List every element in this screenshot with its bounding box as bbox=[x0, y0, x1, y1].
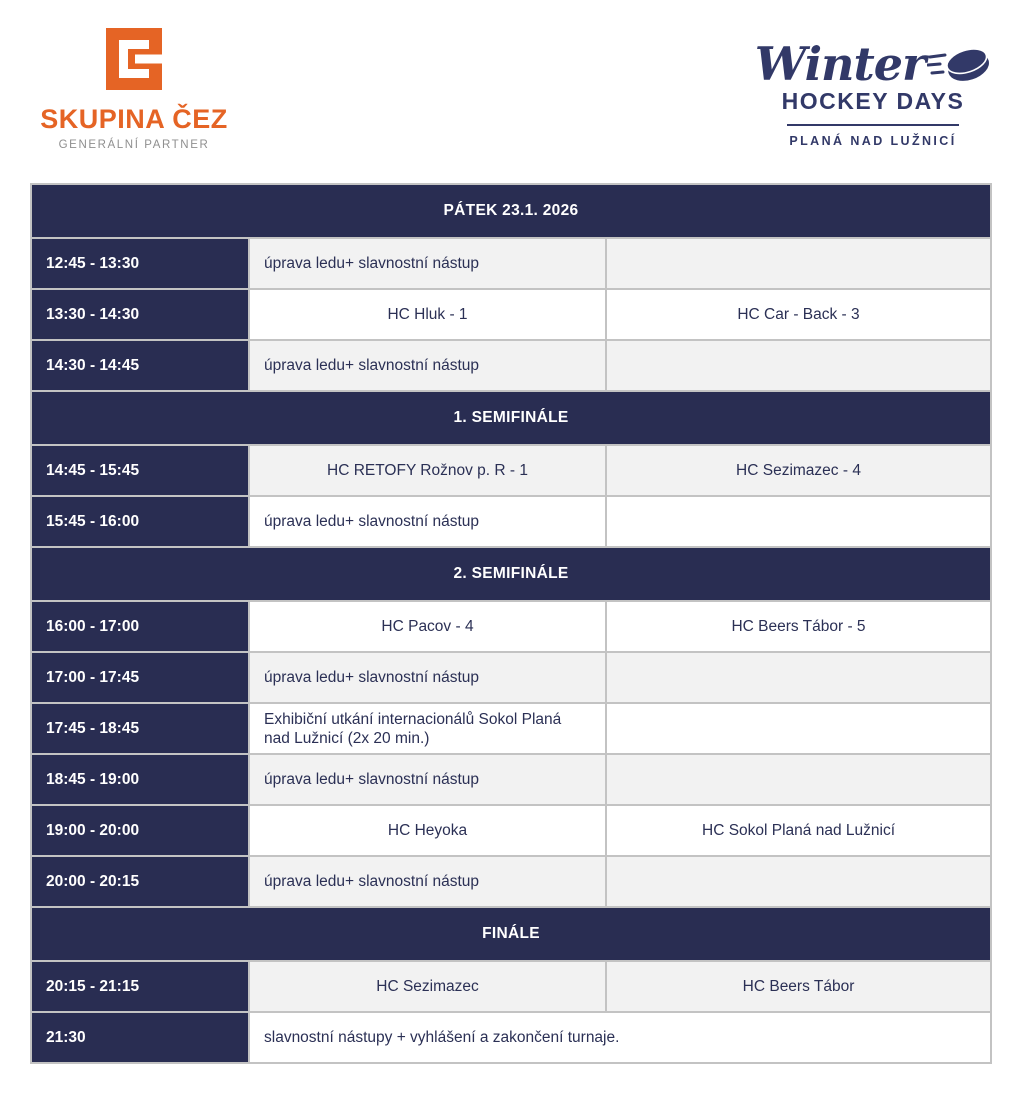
schedule-row bbox=[31, 703, 991, 754]
schedule-row bbox=[31, 652, 991, 703]
time-cell: 13:30 - 14:30 bbox=[31, 289, 249, 340]
schedule-row bbox=[31, 340, 991, 391]
time-cell: 18:45 - 19:00 bbox=[31, 754, 249, 805]
schedule-table bbox=[30, 183, 992, 1064]
time-cell: 20:00 - 20:15 bbox=[31, 856, 249, 907]
opponent-cell bbox=[606, 652, 991, 703]
opponent-cell: HC Beers Tábor - 5 bbox=[606, 601, 991, 652]
event-logo-top bbox=[755, 36, 992, 92]
opponent-cell: HC Car - Back - 3 bbox=[606, 289, 991, 340]
hockey-puck-icon bbox=[927, 42, 991, 88]
schedule-row bbox=[31, 496, 991, 547]
schedule-row bbox=[31, 601, 991, 652]
cez-e-mark-icon bbox=[106, 28, 162, 90]
opponent-cell bbox=[606, 340, 991, 391]
schedule-row bbox=[31, 289, 991, 340]
opponent-cell bbox=[606, 754, 991, 805]
sponsor-logo bbox=[38, 28, 230, 151]
opponent-cell bbox=[606, 703, 991, 754]
schedule-row bbox=[31, 445, 991, 496]
schedule-row bbox=[31, 961, 991, 1012]
opponent-cell: HC Beers Tábor bbox=[606, 961, 991, 1012]
event-logo bbox=[754, 36, 966, 148]
event-cell: úprava ledu+ slavnostní nástup bbox=[249, 652, 606, 703]
time-cell: 17:45 - 18:45 bbox=[31, 703, 249, 754]
event-cell: HC Heyoka bbox=[249, 805, 606, 856]
opponent-cell: HC Sezimazec - 4 bbox=[606, 445, 991, 496]
page-header bbox=[0, 0, 1018, 183]
event-cell: úprava ledu+ slavnostní nástup bbox=[249, 340, 606, 391]
sponsor-name: SKUPINA ČEZ bbox=[40, 104, 228, 134]
event-cell: HC Hluk - 1 bbox=[249, 289, 606, 340]
event-cell: HC Pacov - 4 bbox=[249, 601, 606, 652]
time-cell: 21:30 bbox=[31, 1012, 249, 1063]
section-header-row bbox=[31, 391, 991, 445]
event-cell: HC Sezimazec bbox=[249, 961, 606, 1012]
section-title: 2. SEMIFINÁLE bbox=[31, 547, 991, 601]
section-title: 1. SEMIFINÁLE bbox=[31, 391, 991, 445]
event-cell: HC RETOFY Rožnov p. R - 1 bbox=[249, 445, 606, 496]
section-title: FINÁLE bbox=[31, 907, 991, 961]
opponent-cell bbox=[606, 496, 991, 547]
event-cell: úprava ledu+ slavnostní nástup bbox=[249, 754, 606, 805]
event-cell: Exhibiční utkání internacionálů Sokol Planá nad Lužnicí (2x 20 min.) bbox=[249, 703, 606, 754]
time-cell: 20:15 - 21:15 bbox=[31, 961, 249, 1012]
time-cell: 16:00 - 17:00 bbox=[31, 601, 249, 652]
schedule-row bbox=[31, 238, 991, 289]
opponent-cell bbox=[606, 238, 991, 289]
logo-divider bbox=[787, 124, 959, 126]
time-cell: 15:45 - 16:00 bbox=[31, 496, 249, 547]
time-cell: 12:45 - 13:30 bbox=[31, 238, 249, 289]
event-cell: úprava ledu+ slavnostní nástup bbox=[249, 496, 606, 547]
time-cell: 14:45 - 15:45 bbox=[31, 445, 249, 496]
schedule-table-body bbox=[31, 184, 991, 1063]
event-logo-subtitle: PLANÁ NAD LUŽNICÍ bbox=[789, 134, 957, 148]
schedule-row bbox=[31, 805, 991, 856]
section-header-row bbox=[31, 184, 991, 238]
event-logo-title: HOCKEY DAYS bbox=[781, 88, 965, 114]
schedule-row bbox=[31, 1012, 991, 1063]
section-header-row bbox=[31, 907, 991, 961]
event-logo-script: Winter bbox=[754, 37, 926, 91]
time-cell: 17:00 - 17:45 bbox=[31, 652, 249, 703]
time-cell: 19:00 - 20:00 bbox=[31, 805, 249, 856]
schedule-row bbox=[31, 856, 991, 907]
opponent-cell: HC Sokol Planá nad Lužnicí bbox=[606, 805, 991, 856]
schedule-row bbox=[31, 754, 991, 805]
event-cell: slavnostní nástupy + vyhlášení a zakončení turnaje. bbox=[249, 1012, 991, 1063]
time-cell: 14:30 - 14:45 bbox=[31, 340, 249, 391]
opponent-cell bbox=[606, 856, 991, 907]
event-cell: úprava ledu+ slavnostní nástup bbox=[249, 238, 606, 289]
section-title: PÁTEK 23.1. 2026 bbox=[31, 184, 991, 238]
sponsor-subtitle: GENERÁLNÍ PARTNER bbox=[58, 139, 210, 151]
event-cell: úprava ledu+ slavnostní nástup bbox=[249, 856, 606, 907]
section-header-row bbox=[31, 547, 991, 601]
